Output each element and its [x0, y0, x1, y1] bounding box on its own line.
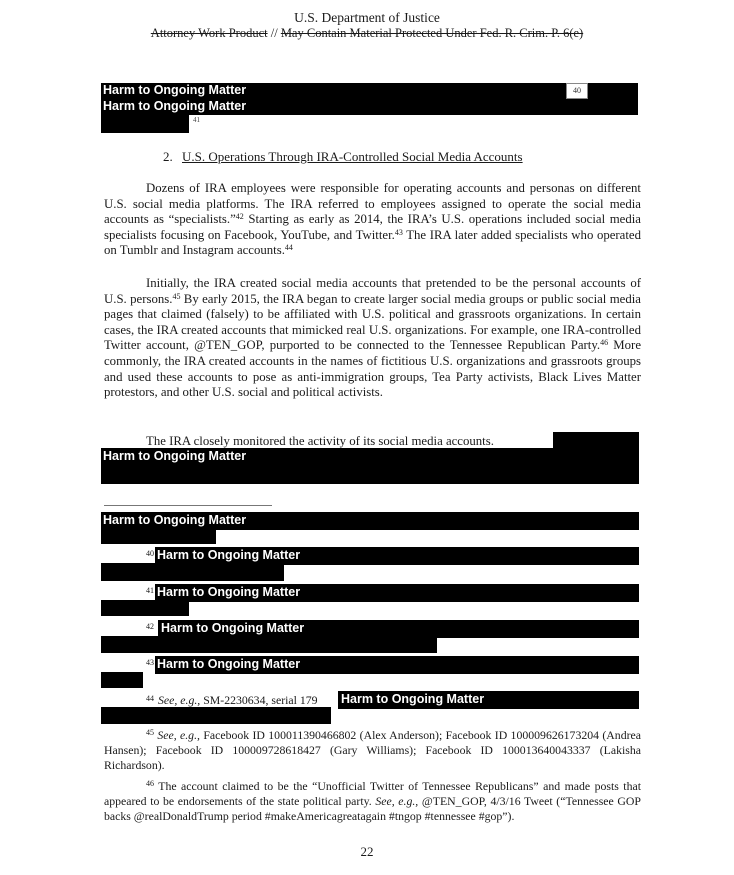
redaction-label: Harm to Ongoing Matter: [341, 692, 485, 706]
citation-text: @TEN_GOP, 4/3/16 Tweet (“Tennessee GOP backs @realDonaldTrump period #makeAmericagreatagain #tngop #tennessee #gop”).: [104, 794, 641, 824]
redaction-block: [101, 563, 284, 581]
page-header-marking: [0, 26, 734, 41]
redaction-label: Harm to Ongoing Matter: [161, 621, 305, 635]
paragraph-text: Starting as early as 2014, the IRA’s U.S. operations included social media specialists focusing on Facebook, YouTube, and Twitter.: [104, 212, 641, 242]
footnote-number: 46: [146, 779, 154, 788]
footnote-number: 40: [146, 549, 154, 558]
paragraph-text: Initially, the IRA created social media accounts that pretended to be the personal accounts of U.S. persons.: [104, 276, 641, 306]
citation-text: SM-2230634, serial 179: [200, 693, 318, 707]
footnote-46: [104, 779, 641, 825]
redaction-block: [101, 600, 189, 616]
page-header-agency: U.S. Department of Justice: [294, 10, 440, 25]
paragraph-text: The IRA later added specialists who operated on Tumblr and Instagram accounts.: [104, 227, 641, 258]
paragraph-text: More commonly, the IRA created accounts in the names of fictitious U.S. organizations and grassroots groups and used these accounts to pose as anti-immigration groups, Tea Party activists, Black Lives Matter protestors, and other U.S. social and political activists.: [104, 338, 641, 400]
citation-signal: See, e.g.,: [158, 693, 201, 707]
redaction-block: [101, 528, 216, 544]
redaction-label: Harm to Ongoing Matter: [103, 513, 247, 527]
footnote-ref: 46: [600, 338, 609, 348]
footnote-44-text: [158, 693, 318, 708]
redaction-block: [101, 672, 143, 688]
footnote-ref: 42: [235, 212, 244, 222]
redaction-label: Harm to Ongoing Matter: [103, 99, 247, 113]
citation-text: Facebook ID 100011390466802 (Alex Anderson); Facebook ID 100009626173204 (Andrea Hansen); Facebook ID 100009728618427 (Gary Williams); Facebook ID 100013640043337 (Lakisha Richardson).: [104, 728, 642, 773]
citation-text: The account claimed to be the “Unofficial Twitter of Tennessee Republicans” and made posts that appeared to be endorsements of the state political party.: [104, 779, 641, 809]
redaction-label: Harm to Ongoing Matter: [103, 83, 247, 97]
footnote-ref: 45: [172, 291, 181, 301]
body-paragraph-3: The IRA closely monitored the activity of its social media accounts.: [146, 434, 494, 448]
footnote-ref: 43: [394, 227, 403, 237]
footnote-marker: 41: [193, 116, 200, 124]
paragraph-text: Dozens of IRA employees were responsible for operating accounts and personas on different U.S. social media platforms. The IRA referred to employees assigned to operate the social media accounts as “specialists.”: [104, 181, 641, 227]
marking-work-product: Attorney Work Product: [150, 26, 268, 40]
footnote-number: 42: [146, 622, 154, 631]
paragraph-text: By early 2015, the IRA began to create larger social media groups or public social media pages that claimed (falsely) to be affiliated with U.S. political and grassroots organizations. In certain cases, the IRA created accounts that mimicked real U.S. organizations. For example, one IRA-controlled Twitter account, @TEN_GOP, purported to be connected to the Tennessee Republican Party.: [104, 291, 641, 353]
body-paragraph-1: [104, 181, 641, 259]
redaction-label: Harm to Ongoing Matter: [157, 657, 301, 671]
section-heading: [163, 149, 523, 165]
footnote-number: 43: [146, 658, 154, 667]
marking-separator: //: [267, 26, 281, 40]
page-number: 22: [360, 844, 374, 859]
citation-signal: See, e.g.,: [375, 794, 419, 809]
redaction-label: Harm to Ongoing Matter: [157, 548, 301, 562]
footnote-ref: 44: [284, 243, 293, 253]
redaction-label: Harm to Ongoing Matter: [157, 585, 301, 599]
marking-grand-jury: May Contain Material Protected Under Fed. R. Crim. P. 6(e): [280, 26, 584, 40]
redaction-block: [101, 113, 189, 133]
body-paragraph-2: [104, 276, 641, 401]
section-title: U.S. Operations Through IRA-Controlled Social Media Accounts: [182, 149, 523, 164]
section-number: 2.: [163, 149, 173, 164]
footnote-marker-box: 40: [566, 83, 588, 99]
footnote-number: 44: [146, 694, 154, 703]
footnote-divider: [104, 505, 272, 506]
footnote-number: 45: [146, 728, 154, 737]
footnote-number: 41: [146, 586, 154, 595]
citation-signal: See, e.g.,: [157, 728, 200, 742]
redaction-label: Harm to Ongoing Matter: [103, 449, 247, 463]
redaction-block: [101, 636, 437, 653]
redaction-block: [101, 707, 331, 724]
footnote-45: [104, 728, 641, 774]
